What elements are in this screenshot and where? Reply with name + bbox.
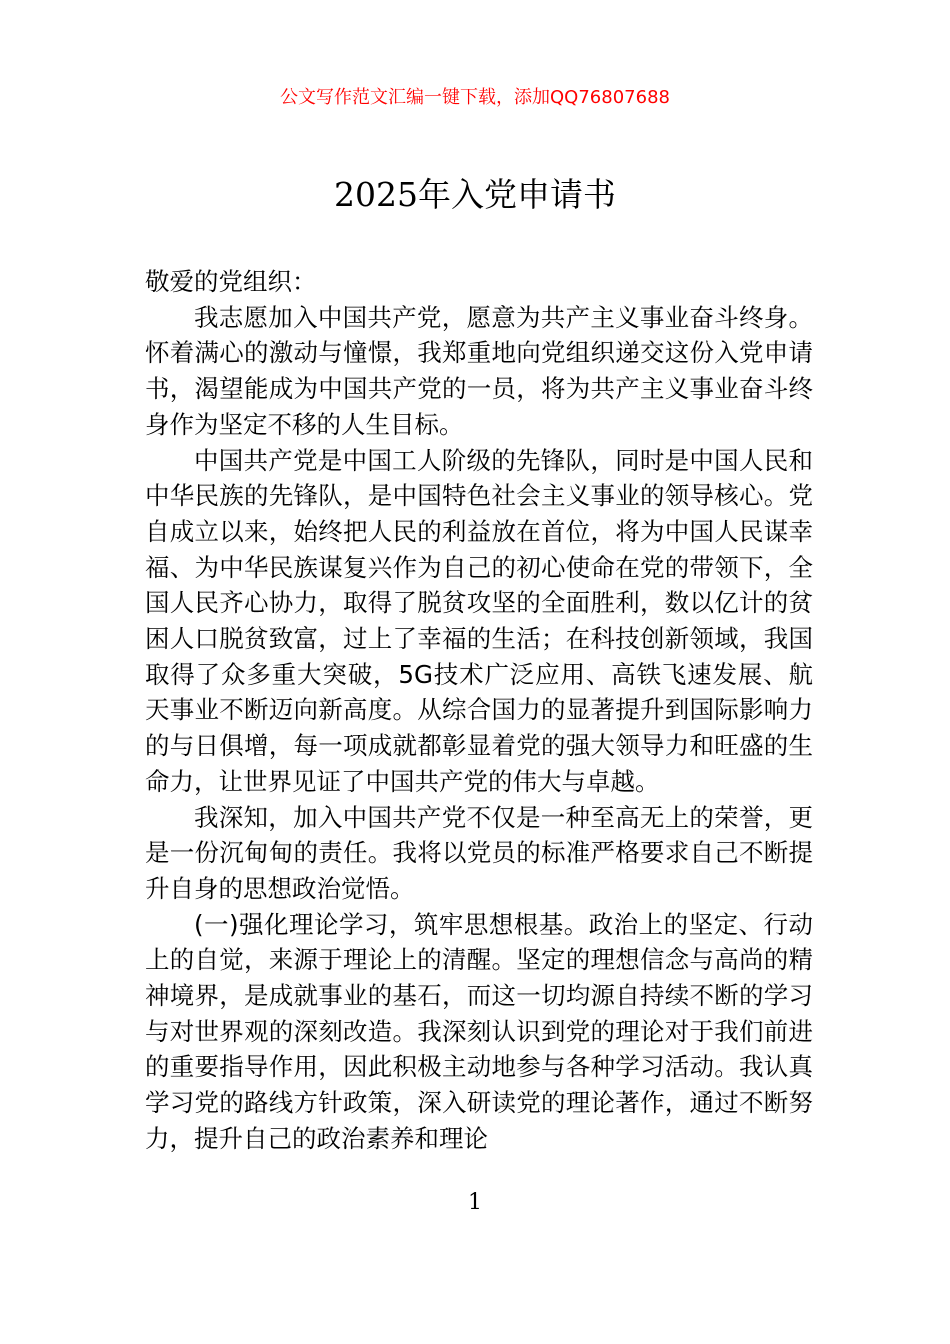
paragraph-2: 中国共产党是中国工人阶级的先锋队，同时是中国人民和中华民族的先锋队，是中国特色社会主义事业的领导核心。党自成立以来，始终把人民的利益放在首位，将为中国人民谋幸福、为中华民族谋复兴作为自己的初心使命在党的带领下，全国人民齐心协力，取得了脱贫攻坚的全面胜利，数以亿计的贫困人口脱贫致富，过上了幸福的生活；在科技创新领域，我国取得了众多重大突破，5G技术广泛应用、高铁飞速发展、航天事业不断迈向新高度。从综合国力的显著提升到国际影响力的与日俱增，每一项成就都彰显着党的强大领导力和旺盛的生命力，让世界见证了中国共产党的伟大与卓越。 <box>145 445 813 796</box>
salutation: 敬爱的党组织： <box>145 267 317 296</box>
document-body <box>145 264 813 1157</box>
paragraph-3: 我深知，加入中国共产党不仅是一种至高无上的荣誉，更是一份沉甸甸的责任。我将以党员的标准严格要求自己不断提升自身的思想政治觉悟。 <box>145 802 813 903</box>
paragraph-4: (一)强化理论学习，筑牢思想根基。政治上的坚定、行动上的自觉，来源于理论上的清醒。坚定的理想信念与高尚的精神境界，是成就事业的基石，而这一切均源自持续不断的学习与对世界观的深刻改造。我深刻认识到党的理论对于我们前进的重要指导作用，因此积极主动地参与各种学习活动。我认真学习党的路线方针政策，深入研读党的理论著作，通过不断努力，提升自己的政治素养和理论 <box>145 909 813 1153</box>
page-number: 1 <box>468 1190 482 1215</box>
document-title: 2025年入党申请书 <box>334 175 616 214</box>
download-notice: 公文写作范文汇编一键下载，添加QQ76807688 <box>280 87 670 108</box>
paragraph-1: 我志愿加入中国共产党，愿意为共产主义事业奋斗终身。怀着满心的激动与憧憬，我郑重地向党组织递交这份入党申请书，渴望能成为中国共产党的一员，将为共产主义事业奋斗终身作为坚定不移的人生目标。 <box>145 302 813 439</box>
